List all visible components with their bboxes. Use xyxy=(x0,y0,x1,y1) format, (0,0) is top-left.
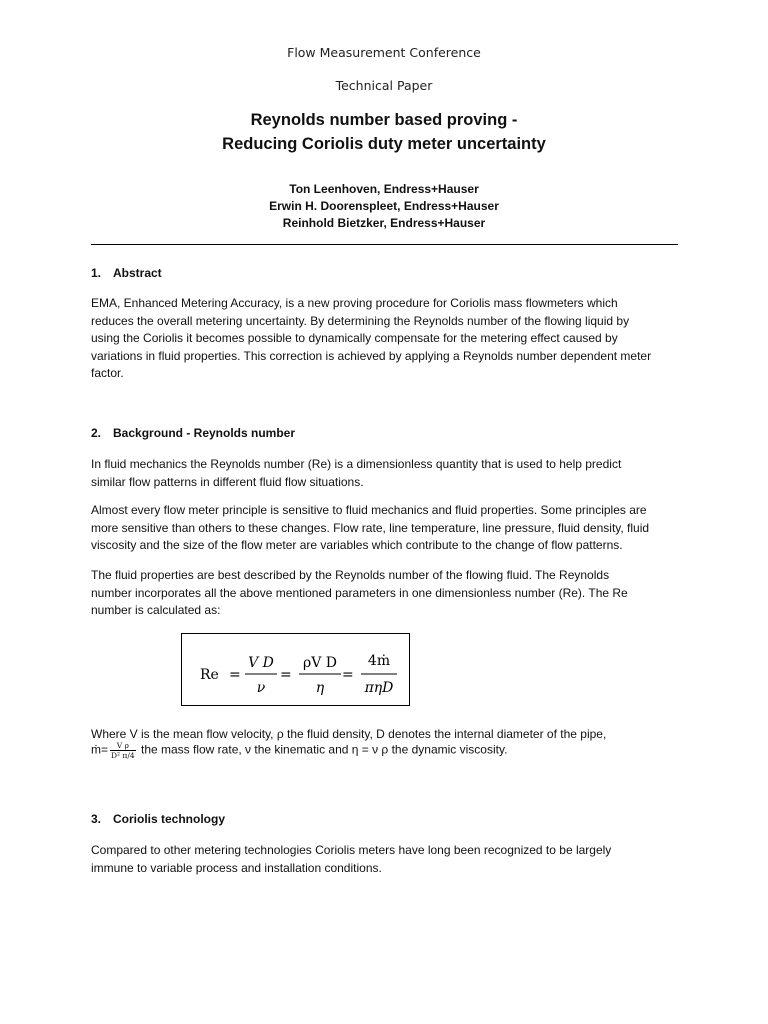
text-line: Almost every flow meter principle is sensitive to fluid mechanics and fluid properties. Some principles are xyxy=(91,503,647,517)
author-2: Erwin H. Doorenspleet, Endress+Hauser xyxy=(269,199,499,213)
text-line: reduces the overall metering uncertainty. By determining the Reynolds number of the flowing liquid by xyxy=(91,313,630,328)
section-title: Abstract xyxy=(113,266,162,280)
mass-flow-definition-text: the mass flow rate, ν the kinematic and η = ν ρ the dynamic viscosity. xyxy=(137,742,508,757)
text-line: variations in fluid properties. This correction is achieved by applying a Reynolds number dependent meter xyxy=(91,348,652,363)
text-line: Compared to other metering technologies Coriolis meters have long been recognized to be largely xyxy=(91,843,612,857)
text-line: more sensitive than others to these changes. Flow rate, line temperature, line pressure, fluid density, fluid xyxy=(91,520,650,535)
fraction-numerator: V ρ xyxy=(110,741,136,751)
section-number: 3. xyxy=(91,812,102,826)
fraction-1-denominator: ν xyxy=(256,680,266,696)
section-heading-background xyxy=(91,426,295,440)
section-number: 2. xyxy=(91,426,102,440)
fraction-3-numerator: 4ṁ xyxy=(367,653,391,669)
text-line: immune to variable process and installation conditions. xyxy=(91,860,382,875)
background-paragraph-2 xyxy=(91,502,691,555)
text-line: In fluid mechanics the Reynolds number (Re) is a dimensionless quantity that is used to help predict xyxy=(91,457,622,471)
reynolds-equation xyxy=(181,633,410,706)
mass-flow-definition-line xyxy=(91,741,507,769)
fraction-2-denominator: η xyxy=(315,680,325,696)
text-line: The fluid properties are best described by the Reynolds number of the flowing fluid. The Reynolds xyxy=(91,568,610,582)
text-line: using the Coriolis it becomes possible to dynamically compensate for the metering effect caused by xyxy=(91,331,618,345)
fraction-denominator: D² π/4 xyxy=(111,751,135,760)
mass-flow-symbol: ṁ= xyxy=(91,742,109,757)
section-number: 1. xyxy=(91,266,102,280)
equation-equals-2: = xyxy=(280,667,292,683)
section-heading-coriolis xyxy=(91,812,225,826)
author-3: Reinhold Bietzker, Endress+Hauser xyxy=(282,216,486,230)
background-paragraph-3 xyxy=(91,567,691,620)
text-line: viscosity and the size of the flow meter are variables which contribute to the change of flow patterns. xyxy=(91,538,623,552)
fraction-2-numerator: ρV D xyxy=(302,655,338,671)
background-paragraph-1 xyxy=(91,456,691,491)
text-line: similar flow patterns in different fluid flow situations. xyxy=(91,474,364,489)
section-title: Coriolis technology xyxy=(113,812,226,826)
text-line: EMA, Enhanced Metering Accuracy, is a new proving procedure for Coriolis mass flowmeters which xyxy=(91,296,618,310)
equation-lhs: Re xyxy=(200,667,219,683)
text-line: factor. xyxy=(91,366,124,380)
coriolis-paragraph xyxy=(91,842,691,877)
conference-name: Flow Measurement Conference xyxy=(287,45,481,60)
title-line-1: Reynolds number based proving - xyxy=(250,111,518,129)
text-line: Where V is the mean flow velocity, ρ the fluid density, D denotes the internal diameter of the pipe, xyxy=(91,727,607,741)
mass-flow-fraction xyxy=(110,741,136,760)
equation-equals-1: = xyxy=(229,667,241,683)
text-line: number is calculated as: xyxy=(91,603,221,617)
title-line-2: Reducing Coriolis duty meter uncertainty xyxy=(222,135,546,153)
equation-equals-3: = xyxy=(342,667,354,683)
author-1: Ton Leenhoven, Endress+Hauser xyxy=(289,182,479,196)
paper-type: Technical Paper xyxy=(335,78,433,93)
abstract-paragraph xyxy=(91,295,691,383)
section-title: Background - Reynolds number xyxy=(113,426,296,440)
equation-graphic xyxy=(182,634,411,707)
text-line: number incorporates all the above mentioned parameters in one dimensionless number (Re). The Re xyxy=(91,585,628,600)
title-divider xyxy=(91,244,678,245)
fraction-3-denominator: πηD xyxy=(364,680,394,696)
fraction-1-numerator: V D xyxy=(248,655,274,671)
section-heading-abstract xyxy=(91,266,162,280)
